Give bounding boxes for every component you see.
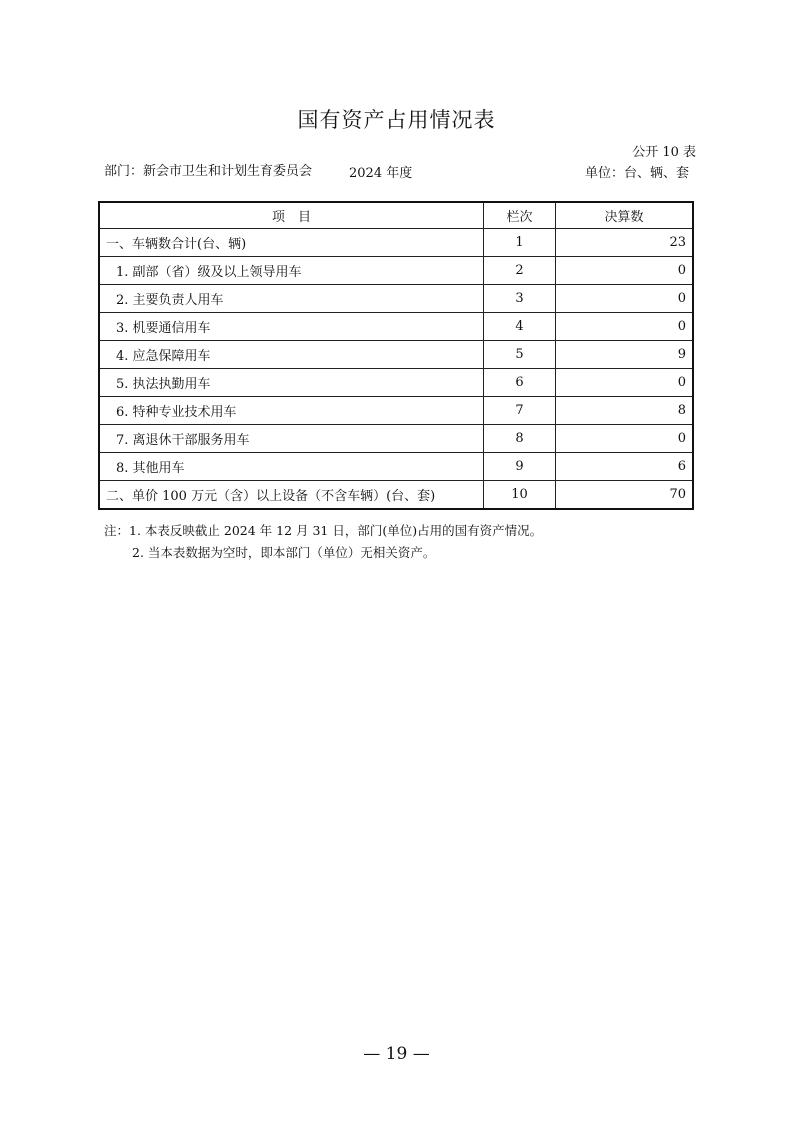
table-row	[99, 229, 693, 257]
row-code: 7	[484, 397, 556, 425]
notes	[104, 520, 542, 564]
department-label: 部门：新会市卫生和计划生育委员会	[104, 164, 313, 179]
row-item: 3. 机要通信用车	[99, 313, 484, 341]
row-item: 5. 执法执勤用车	[99, 369, 484, 397]
table-row	[99, 425, 693, 453]
note-1: 注：1. 本表反映截止 2024 年 12 月 31 日，部门(单位)占用的国有资产情况。	[104, 523, 543, 538]
row-item: 8. 其他用车	[99, 453, 484, 481]
row-value: 70	[555, 481, 693, 510]
note-2: 2. 当本表数据为空时，即本部门（单位）无相关资产。	[132, 545, 436, 560]
row-item: 二、单价 100 万元（含）以上设备（不含车辆）(台、套)	[99, 481, 484, 510]
row-value: 8	[555, 397, 693, 425]
table-row	[99, 285, 693, 313]
row-value: 0	[555, 425, 693, 453]
row-value: 0	[555, 369, 693, 397]
page-number: — 19 —	[363, 1044, 430, 1064]
row-code: 1	[484, 229, 556, 257]
table-row	[99, 481, 693, 510]
row-item: 2. 主要负责人用车	[99, 285, 484, 313]
table-row	[99, 397, 693, 425]
row-item: 1. 副部（省）级及以上领导用车	[99, 257, 484, 285]
table-row	[99, 453, 693, 481]
row-code: 3	[484, 285, 556, 313]
row-value: 23	[555, 229, 693, 257]
table-row	[99, 341, 693, 369]
row-item: 6. 特种专业技术用车	[99, 397, 484, 425]
row-value: 0	[555, 313, 693, 341]
row-code: 2	[484, 257, 556, 285]
row-value: 0	[555, 285, 693, 313]
row-code: 4	[484, 313, 556, 341]
page-title: 国有资产占用情况表	[297, 108, 496, 132]
row-item: 4. 应急保障用车	[99, 341, 484, 369]
table-row	[99, 257, 693, 285]
table-number: 公开 10 表	[632, 145, 696, 160]
header-value: 决算数	[555, 202, 693, 229]
row-value: 0	[555, 257, 693, 285]
row-code: 10	[484, 481, 556, 510]
asset-table	[98, 201, 694, 510]
table-row	[99, 369, 693, 397]
row-code: 9	[484, 453, 556, 481]
row-value: 6	[555, 453, 693, 481]
row-code: 5	[484, 341, 556, 369]
fiscal-year: 2024 年度	[349, 166, 413, 181]
unit-label: 单位：台、辆、套	[584, 166, 689, 181]
header-code: 栏次	[484, 202, 556, 229]
table-header-row	[99, 202, 693, 229]
header-item: 项 目	[99, 202, 484, 229]
row-code: 8	[484, 425, 556, 453]
row-code: 6	[484, 369, 556, 397]
row-item: 一、车辆数合计(台、辆)	[99, 229, 484, 257]
row-item: 7. 离退休干部服务用车	[99, 425, 484, 453]
table-row	[99, 313, 693, 341]
row-value: 9	[555, 341, 693, 369]
